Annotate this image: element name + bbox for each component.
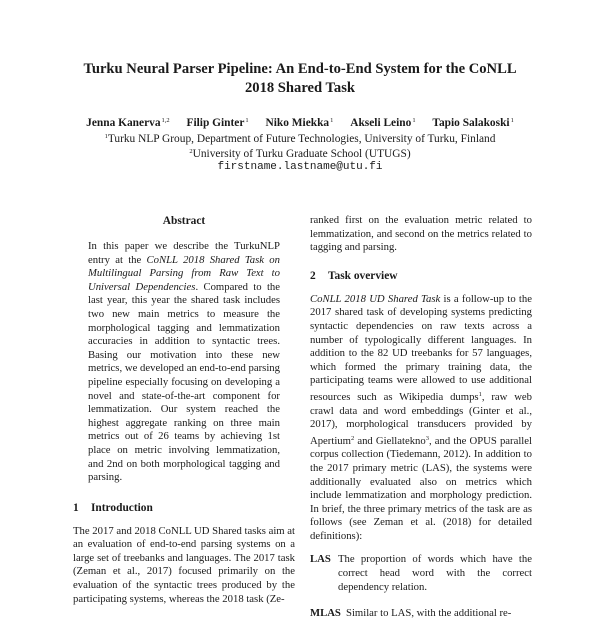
- section-heading-task-overview: 2 Task overview: [310, 269, 398, 282]
- title-line-2: 2018 Shared Task: [244, 80, 356, 96]
- author: Filip Ginter$^1$: [186, 117, 249, 129]
- author: Tapio Salakoski$^1$: [432, 117, 514, 129]
- contact-email: firstname.lastname@utu.fi: [217, 161, 383, 173]
- definition-text: Similar to LAS, with the additional re-: [346, 607, 512, 620]
- affiliation-2: $^2$University of Turku Graduate School (UTUGS): [189, 148, 411, 160]
- author: Akseli Leino$^1$: [350, 117, 416, 129]
- footnote-marker: 3: [425, 434, 429, 442]
- section-heading-introduction: 1 Introduction: [73, 501, 153, 514]
- definition-text: The proportion of words which have the correct head word with the correct dependency relation.: [338, 553, 532, 593]
- author: Niko Miekka$^1$: [265, 117, 334, 129]
- abstract-heading: Abstract: [162, 215, 206, 227]
- paper-title: [60, 60, 540, 98]
- continuation-text: ranked first on the evaluation metric related to lemmatization, and second on the metrics related to tagging and parsing.: [310, 214, 532, 254]
- abstract-text: In this paper we describe the TurkuNLP entry at the CoNLL 2018 Shared Task on Multilingual Parsing from Raw Text to Universal Dependencies. Compared to the last year, this year the shared task includes two new main metrics to measure the morphological tagging and lemmatization accuracies in addition to syntactic trees. Basing our motivation into these new metrics, we developed an end-to-end parsing pipeline especially focusing on developing a novel and state-of-the-art component for lemmatization. Our system reached the highest aggregate ranking on three main metrics out of 26 teams by achieving 1st place on metric involving lemmatization, and 2nd on both morphological tagging and parsing.: [88, 240, 281, 484]
- affiliation-1: $^1$Turku NLP Group, Department of Future Technologies, University of Turku, Finland: [104, 133, 496, 145]
- definition-term: MLAS: [310, 607, 341, 620]
- task-overview-text: CoNLL 2018 UD Shared Task is a follow-up to the 2017 shared task of developing systems predicting syntactic dependencies on raw texts across a number of typologically different languages. In addition to the 82 UD treebanks for 57 languages, which formed the primary training data, the participating teams were allowed to use additional resources such as Wikipedia dumps$^1$, raw web crawl data and word embeddings (Ginter et al., 2017), morphological transducers provided by Apertium$^2$ and Giellatekno$^3$, and the OPUS parallel corpus collection (Tiedemann, 2012). In addition to the 2017 primary metric (LAS), the systems were additionally evaluated also on metrics which include lemmatization and morphology prediction. In brief, the three primary metrics of the task are as follows (see Zeman et al. (2018) for detailed definitions):: [310, 292, 532, 542]
- author: Jenna Kanerva$^{1,2}$: [86, 117, 170, 129]
- definition-item: [310, 553, 532, 594]
- introduction-text: The 2017 and 2018 CoNLL UD Shared tasks aim at an evaluation of end-to-end parsing systems on a large set of treebanks and languages. The 2017 task (Zeman et al., 2017) focused primarily on the evaluation of the syntactic trees produced by the participating systems, whereas the 2018 task (Ze-: [73, 524, 295, 605]
- definition-item: [310, 607, 532, 621]
- footnote-marker: 2: [350, 434, 355, 442]
- title-line-1: Turku Neural Parser Pipeline: An End-to-End System for the CoNLL: [83, 61, 517, 77]
- metric-definition-list: [310, 553, 532, 620]
- author-list: [40, 114, 560, 130]
- definition-term: LAS: [310, 553, 331, 566]
- footnote-marker: 1: [478, 390, 482, 398]
- right-column: [310, 214, 532, 634]
- left-column: [73, 214, 295, 606]
